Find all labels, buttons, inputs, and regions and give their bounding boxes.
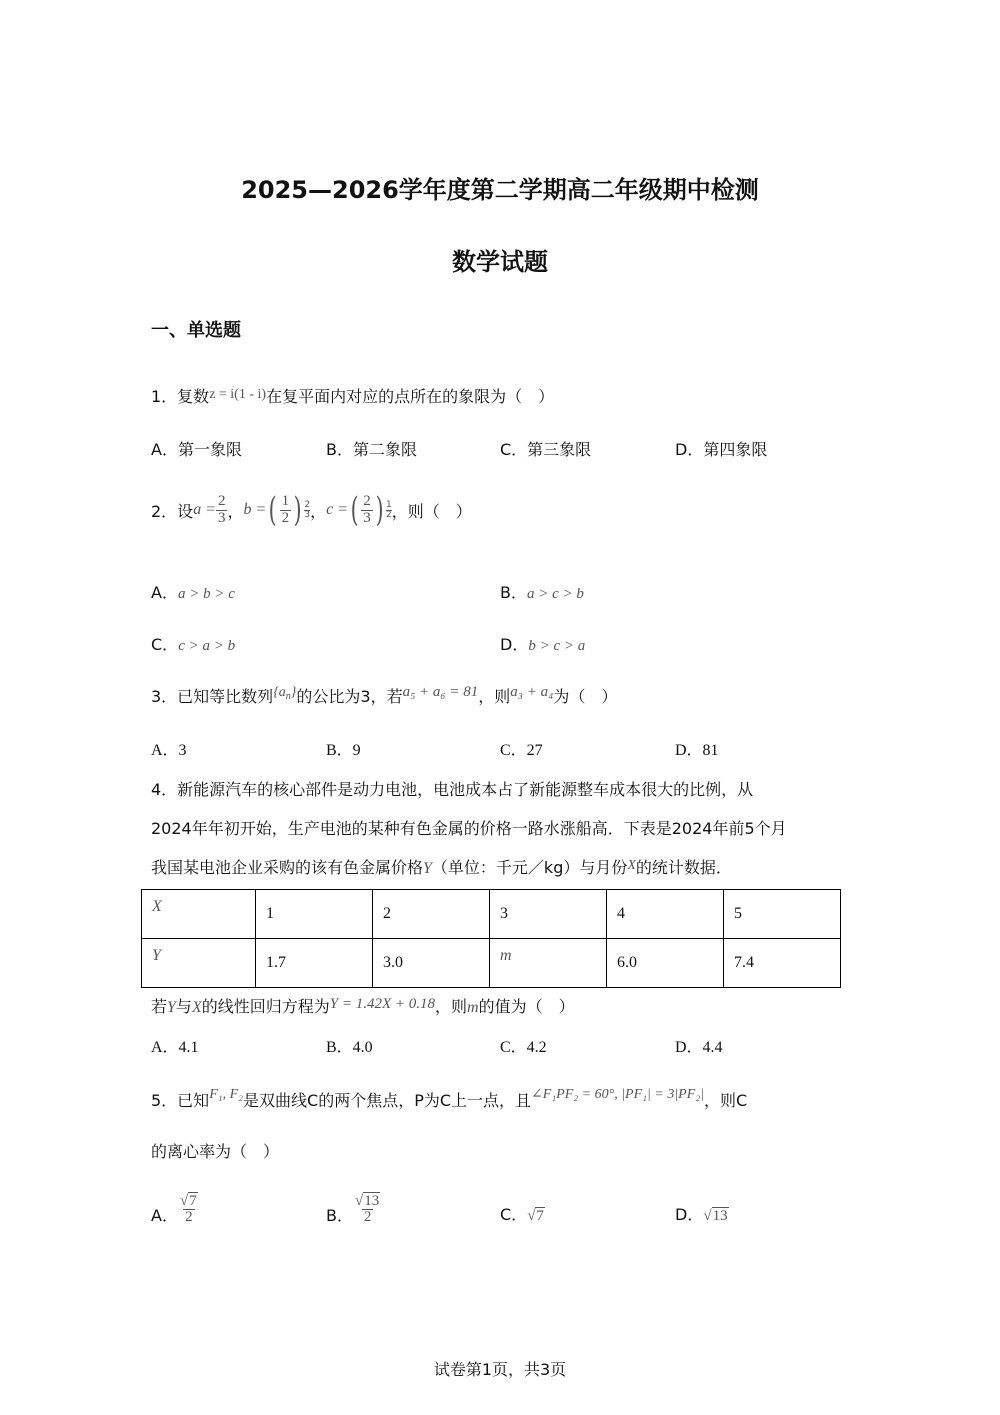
q5-option-b[interactable] bbox=[326, 1176, 382, 1226]
q5-option-c[interactable]: C．√7 bbox=[500, 1205, 544, 1224]
q4-option-a[interactable]: A．4.1 bbox=[151, 1039, 199, 1056]
q3-sequence bbox=[273, 685, 296, 700]
question-5 bbox=[151, 1086, 747, 1111]
q4-after-b: 与 bbox=[175, 997, 192, 1016]
q3-suffix: 为（ ） bbox=[553, 687, 618, 706]
q4-option-c[interactable]: C．4.2 bbox=[500, 1039, 547, 1056]
q5-option-d[interactable]: D．√13 bbox=[675, 1205, 728, 1224]
q2-a-num: 2 bbox=[217, 492, 226, 509]
q2-c-num: 2 bbox=[363, 492, 371, 509]
q5-suffix: ，则C bbox=[703, 1091, 748, 1110]
table-cell: 1.7 bbox=[256, 939, 373, 988]
q4-var-y: Y bbox=[423, 860, 432, 877]
q4-after-x: X bbox=[191, 999, 202, 1016]
table-cell: 4 bbox=[607, 890, 724, 939]
question-1 bbox=[151, 384, 554, 407]
q5-option-a-num: 7 bbox=[189, 1192, 197, 1209]
table-cell: 6.0 bbox=[607, 939, 724, 988]
q3-option-b[interactable]: B．9 bbox=[326, 742, 361, 759]
q4-line3-c: 的统计数据． bbox=[635, 858, 732, 877]
q4-line-3 bbox=[151, 855, 732, 878]
q1-suffix: 在复平面内对应的点所在的象限为（ ） bbox=[266, 387, 555, 406]
q1-option-d[interactable]: D．第四象限 bbox=[675, 440, 768, 459]
q2-b-open-paren: ( bbox=[268, 490, 277, 530]
q2-prefix: 2．设 bbox=[151, 501, 194, 521]
q4-line3-a: 我国某电池企业采购的该有色金属价格 bbox=[151, 858, 424, 877]
q1-option-b[interactable]: B．第二象限 bbox=[326, 440, 417, 459]
table-row bbox=[142, 939, 841, 988]
q2-option-d-label: D． bbox=[500, 635, 529, 654]
q2-option-a-expr: a > b > c bbox=[177, 586, 235, 602]
exam-subtitle: 数学试题 bbox=[452, 248, 548, 276]
table-cell: 5 bbox=[724, 890, 841, 939]
q2-b-close-paren: ) bbox=[293, 490, 302, 530]
q5-option-c-num: 7 bbox=[536, 1208, 544, 1224]
exam-title: 2025—2026学年度第二学期高二年级期中检测 bbox=[241, 176, 759, 204]
table-cell: m bbox=[490, 939, 607, 988]
q5-middle: 是双曲线C的两个焦点，P为C上一点，且 bbox=[243, 1091, 532, 1110]
q5-condition: ∠F₁PF₂ = 60°, |PF₁| = 3|PF₂| bbox=[531, 1087, 704, 1102]
table-cell: 3.0 bbox=[373, 939, 490, 988]
q3-seq-close-brace: } bbox=[290, 685, 297, 700]
table-cell: 3 bbox=[490, 890, 607, 939]
q2-option-a-label: A． bbox=[151, 583, 178, 602]
q4-regression: Y = 1.42X + 0.18 bbox=[329, 996, 435, 1012]
q1-formula: z = i(1 - i) bbox=[209, 387, 267, 402]
table-cell: 1 bbox=[256, 890, 373, 939]
q4-line-2: 2024年年初开始，生产电池的某种有色金属的价格一路水涨船高．下表是2024年前5个月 bbox=[151, 819, 787, 838]
q5-option-a[interactable] bbox=[151, 1176, 200, 1226]
q2-option-d[interactable] bbox=[500, 632, 585, 655]
q4-after-c: 的线性回归方程为 bbox=[201, 997, 330, 1016]
q5-prefix: 5．已知 bbox=[151, 1091, 210, 1110]
q2-c-close-paren: ) bbox=[375, 490, 384, 530]
q4-option-d[interactable]: D．4.4 bbox=[675, 1039, 723, 1056]
q5-option-d-label: D． bbox=[675, 1205, 704, 1224]
q2-c-fraction bbox=[361, 494, 373, 527]
q2-option-b-expr: a > c > b bbox=[526, 586, 584, 602]
q1-option-a[interactable]: A．第一象限 bbox=[151, 440, 242, 459]
q3-then: ，则 bbox=[478, 687, 511, 706]
q4-var-x: X bbox=[627, 858, 636, 873]
table-cell: 2 bbox=[373, 890, 490, 939]
q2-a-fraction bbox=[216, 494, 228, 527]
q3-seq-open-brace: { bbox=[273, 685, 279, 700]
q5-option-b-fraction: $\frac{√13}{2}$ bbox=[354, 1192, 380, 1226]
q2-option-c-expr: c > a > b bbox=[178, 638, 236, 654]
q4-after-m: m bbox=[467, 999, 479, 1016]
q5-option-b-num: 13 bbox=[364, 1192, 380, 1209]
table-row bbox=[142, 890, 841, 939]
page-footer: 试卷第1页，共3页 bbox=[433, 1360, 567, 1379]
q2-option-c[interactable] bbox=[151, 632, 235, 655]
q2-sep-1: ， bbox=[227, 501, 244, 521]
q2-b-lhs: b = bbox=[243, 501, 267, 518]
q2-b-exp-num: 2 bbox=[304, 499, 311, 510]
q5-line-2: 的离心率为（ ） bbox=[151, 1142, 280, 1161]
q4-option-b[interactable]: B．4.0 bbox=[326, 1039, 373, 1056]
q2-sep-2: ， bbox=[310, 501, 327, 521]
question-2 bbox=[151, 480, 472, 540]
q3-target: a₃ + a₄ bbox=[510, 684, 554, 700]
q4-line-1: 4．新能源汽车的核心部件是动力电池，电池成本占了新能源整车成本很大的比例，从 bbox=[151, 780, 754, 799]
q2-c-den: 3 bbox=[363, 509, 371, 526]
q1-prefix: 1．复数 bbox=[151, 387, 210, 406]
q2-option-a[interactable] bbox=[151, 580, 235, 603]
q5-option-c-label: C． bbox=[500, 1205, 528, 1224]
q2-a-lhs: a = bbox=[193, 501, 216, 518]
q3-seq-sub: n bbox=[285, 691, 291, 702]
q2-b-den: 2 bbox=[281, 509, 290, 526]
q3-seq-symbol: a bbox=[278, 685, 286, 700]
q2-c-open-paren: ( bbox=[350, 490, 359, 530]
q3-condition: a₅ + a₆ = 81 bbox=[402, 684, 479, 700]
q2-b-fraction bbox=[280, 494, 292, 527]
q2-c-exp-num: 1 bbox=[386, 499, 392, 510]
q2-b-exp-den: 3 bbox=[304, 509, 311, 520]
q5-option-b-label: B． bbox=[326, 1206, 353, 1225]
q5-option-a-den: 2 bbox=[185, 1209, 193, 1226]
q4-after-d: ，则 bbox=[434, 997, 467, 1016]
q1-option-c[interactable]: C．第三象限 bbox=[500, 440, 592, 459]
q4-after-y: Y bbox=[167, 999, 176, 1016]
q2-option-b-label: B． bbox=[500, 583, 527, 602]
q5-option-a-fraction: $\frac{√7}{2}$ bbox=[179, 1192, 197, 1226]
q4-data-table bbox=[141, 889, 841, 988]
q3-option-a[interactable]: A．3 bbox=[151, 742, 187, 759]
q5-option-b-den: 2 bbox=[363, 1209, 372, 1226]
table-cell: X bbox=[142, 890, 256, 939]
table-cell: 7.4 bbox=[724, 939, 841, 988]
q2-option-c-label: C． bbox=[151, 635, 179, 654]
q4-after-a: 若 bbox=[151, 997, 168, 1016]
q3-option-c[interactable]: C．27 bbox=[500, 742, 543, 759]
q2-b-num: 1 bbox=[281, 492, 290, 509]
q3-option-d[interactable]: D．81 bbox=[675, 742, 719, 759]
q4-line3-b: （单位：千元／kg）与月份 bbox=[431, 858, 628, 877]
q2-suffix: ，则（ ） bbox=[391, 501, 472, 521]
q2-option-d-expr: b > c > a bbox=[528, 638, 586, 654]
q5-option-a-label: A． bbox=[151, 1206, 178, 1225]
q5-foci: F₁, F₂ bbox=[209, 1087, 244, 1102]
q3-middle: 的公比为3，若 bbox=[296, 687, 403, 706]
question-3 bbox=[151, 684, 617, 707]
q5-option-d-num: 13 bbox=[712, 1208, 728, 1224]
section-heading: 一、单选题 bbox=[151, 320, 241, 341]
table-cell: Y bbox=[142, 939, 256, 988]
q4-question bbox=[151, 994, 575, 1017]
q2-c-lhs: c = bbox=[326, 501, 348, 518]
q3-prefix: 3．已知等比数列 bbox=[151, 687, 274, 706]
q2-option-b[interactable] bbox=[500, 580, 584, 603]
q4-after-e: 的值为（ ） bbox=[478, 997, 575, 1016]
q2-c-exp-den: 2 bbox=[386, 509, 392, 520]
q2-a-den: 3 bbox=[217, 509, 226, 526]
